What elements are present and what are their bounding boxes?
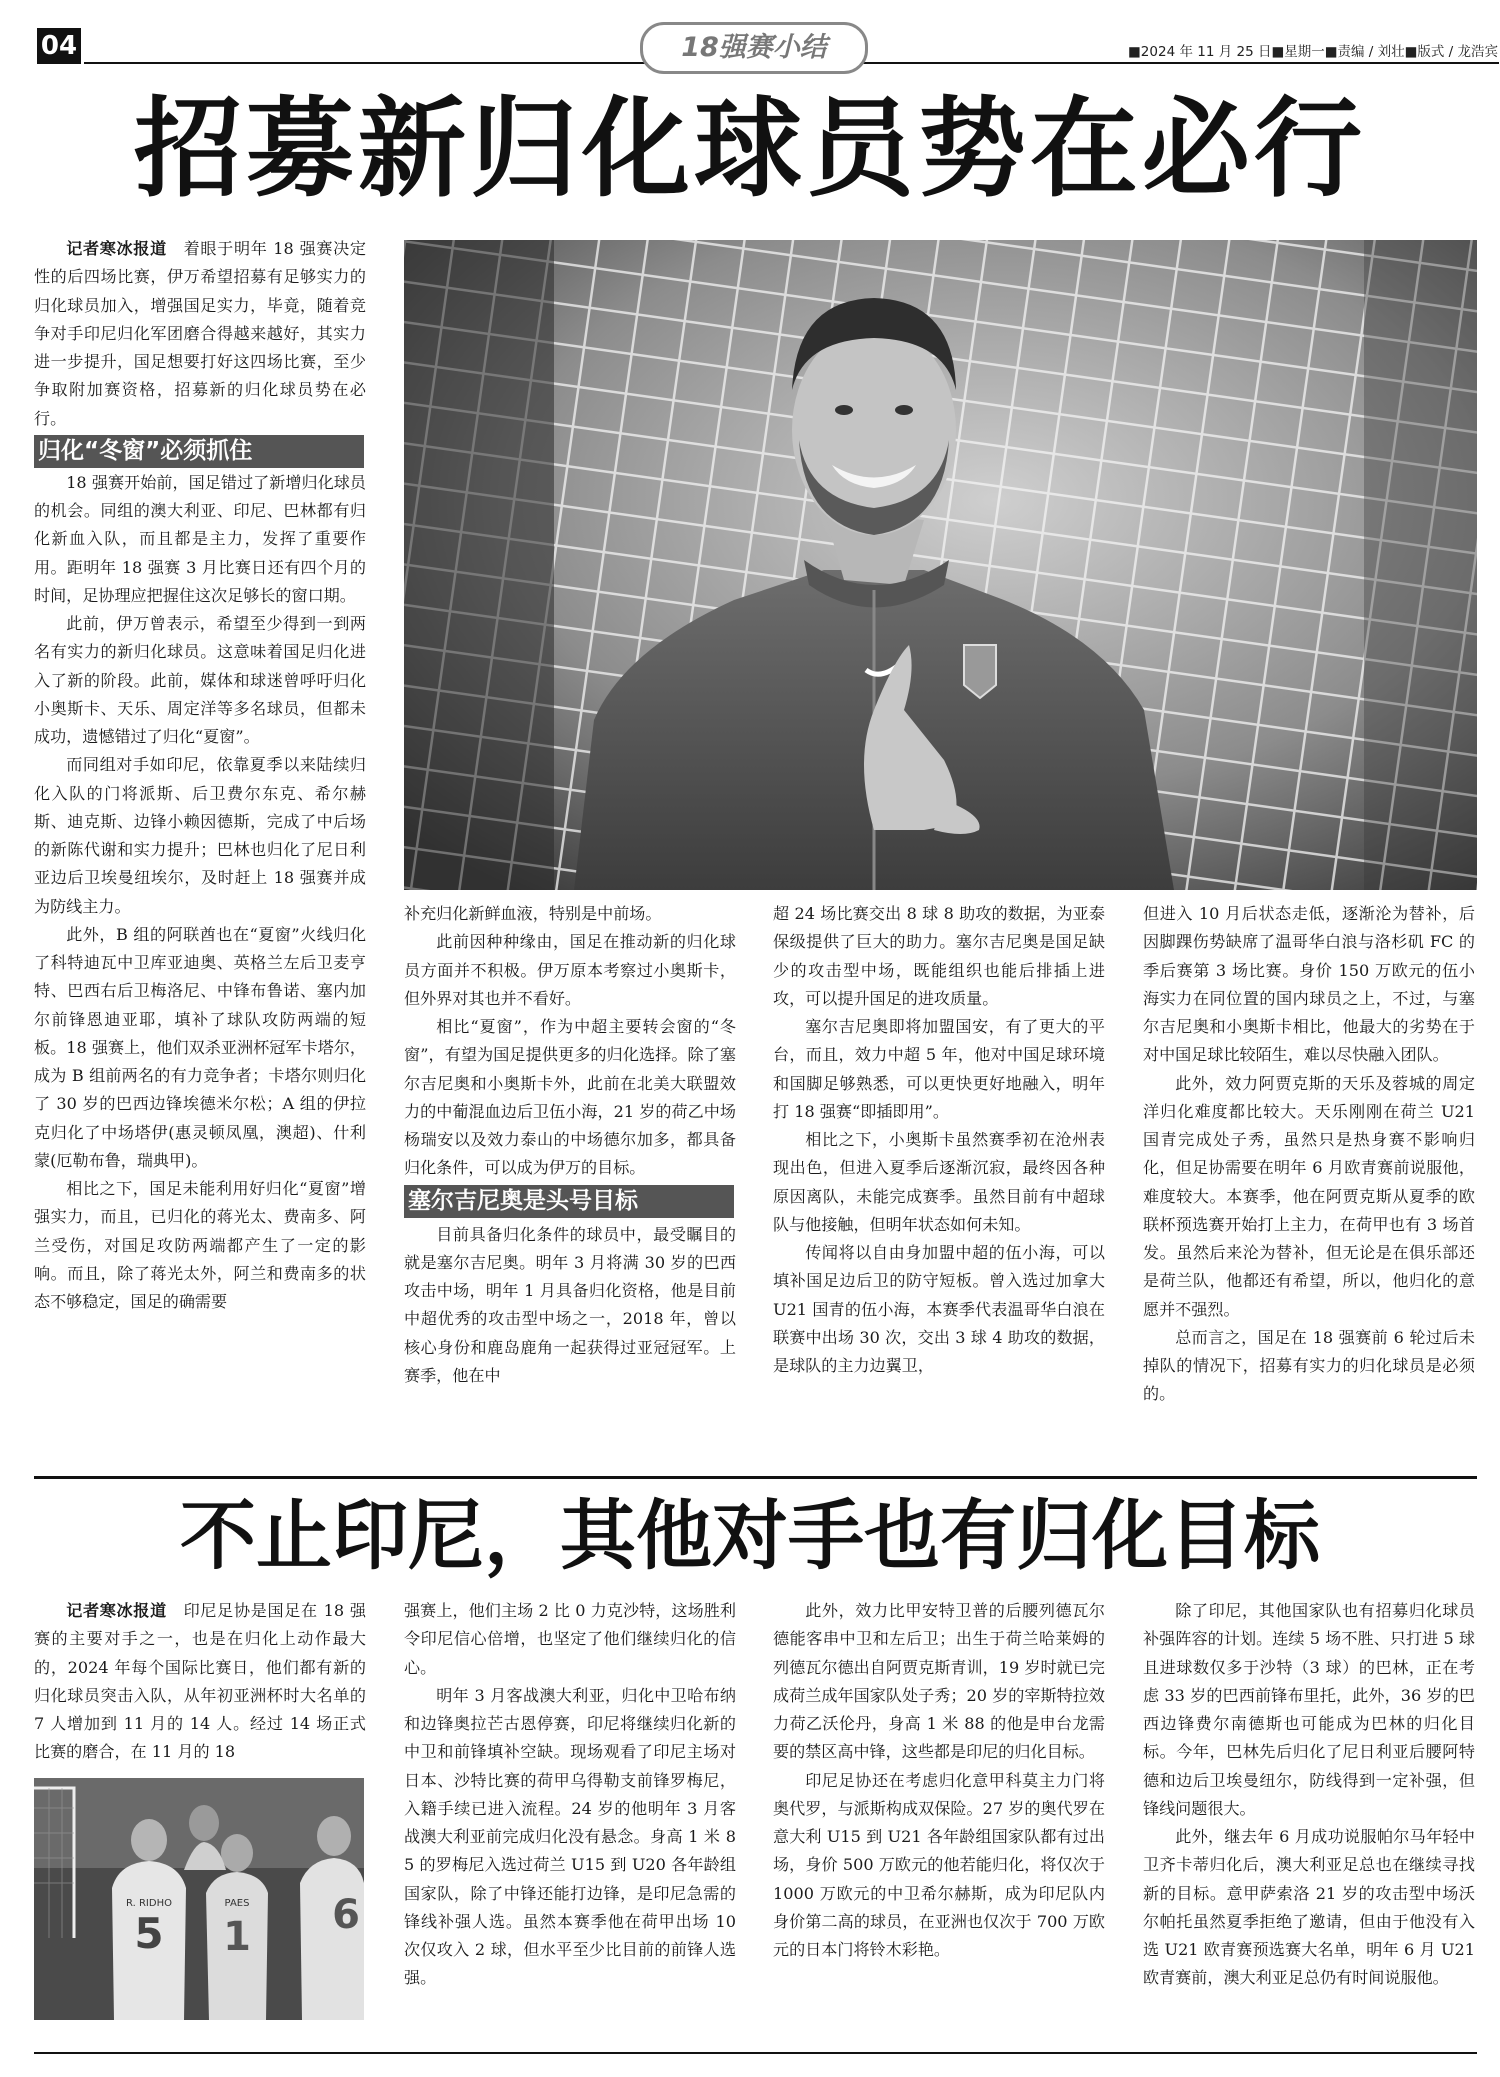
article1-column-1 <box>34 235 366 1316</box>
headline-second: 不止印尼，其他对手也有归化目标 <box>180 1491 1320 1580</box>
players-photo <box>34 1778 364 2020</box>
article1-column-2 <box>404 900 736 1390</box>
paragraph: 印尼足协还在考虑归化意甲科莫主力门将奥代罗，与派斯构成双保险。27 岁的奥代罗在意大利 U15 到 U21 各年龄组国家队都有过出场，身价 500 万欧元的他若能归化，将仅次于 1000 万欧元的中卫希尔赫斯，成为印尼队内身价第二高的球员，在亚洲也仅次于 700 万欧元的日本门将铃木彩艳。 <box>773 1770 1105 1959</box>
article2-column-4 <box>1143 1597 1475 1993</box>
jersey-number-right: 6 <box>332 1892 360 1938</box>
paragraph: 相比“夏窗”，作为中超主要转会窗的“冬窗”，有望为国足提供更多的归化选择。除了塞尔吉尼奥和小奥斯卡外，此前在北美大联盟效力的中葡混血边后卫伍小海，21 岁的荷乙中场杨瑞安以及效力泰山的中场德尔加多，都具备归化条件，可以成为伊万的目标。 <box>404 1017 736 1178</box>
jersey-number-mid: 1 <box>223 1914 251 1960</box>
paragraph: 强赛上，他们主场 2 比 0 力克沙特，这场胜利令印尼信心倍增，也坚定了他们继续归化的信心。 <box>404 1601 736 1677</box>
paragraph: 补充归化新鲜血液，特别是中前场。 <box>404 904 662 923</box>
jersey-name-mid: PAES <box>224 1898 250 1909</box>
article2-column-1 <box>34 1597 366 1767</box>
article-separator <box>34 1476 1477 1479</box>
paragraph: 除了印尼，其他国家队也有招募归化球员补强阵容的计划。连续 5 场不胜、只打进 5 球且进球数仅多于沙特（3 球）的巴林，正在考虑 33 岁的巴西前锋布里托，此外，36 岁的巴西边锋费尔南德斯也可能成为巴林的归化目标。今年，巴林先后归化了尼日利亚后腰阿特德和边后卫埃曼纽尔，防线得到一定补强，但锋线问题很大。 <box>1143 1601 1475 1818</box>
paragraph: 相比之下，小奥斯卡虽然赛季初在沧州表现出色，但进入夏季后逐渐沉寂，最终因各种原因离队，未能完成赛季。虽然目前有中超球队与他接触，但明年状态如何未知。 <box>773 1130 1105 1234</box>
article2-intro: 记者寒冰报道 印尼足协是国足在 18 强赛的主要对手之一，也是在归化上动作最大的，2024 年每个国际比赛日，他们都有新的归化球员突击入队，从年初亚洲杯时大名单的 7 人增加到 11 月的 14 人。经过 14 场正式比赛的磨合，在 11 月的 18 <box>34 1601 366 1762</box>
paragraph: 塞尔吉尼奥即将加盟国安，有了更大的平台，而且，效力中超 5 年，他对中国足球环境和国脚足够熟悉，可以更快更好地融入，明年打 18 强赛“即插即用”。 <box>773 1017 1105 1121</box>
article2-column-3 <box>773 1597 1105 1964</box>
paragraph: 此前，伊万曾表示，希望至少得到一到两名有实力的新归化球员。这意味着国足归化进入了新的阶段。此前，媒体和球迷曾呼吁归化小奥斯卡、天乐、周定洋等多名球员，但都未成功，遗憾错过了归化“夏窗”。 <box>34 614 366 746</box>
subhead-wrap <box>404 1183 736 1221</box>
paragraph: 此外，B 组的阿联酋也在“夏窗”火线归化了科特迪瓦中卫库亚迪奥、英格兰左后卫麦亨特、巴西右后卫梅洛尼、中锋布鲁诺、塞内加尔前锋恩迪亚耶，填补了球队攻防两端的短板。18 强赛上，他们双杀亚洲杯冠军卡塔尔，成为 B 组前两名的有力竞争者；卡塔尔则归化了 30 岁的巴西边锋埃德米尔松；A 组的伊拉克归化了中场塔伊(惠灵顿凤凰，澳超)、什利蒙(厄勒布鲁，瑞典甲)。 <box>34 924 366 1170</box>
paragraph: 此外，效力阿贾克斯的天乐及蓉城的周定洋归化难度都比较大。天乐刚刚在荷兰 U21 国青完成处子秀，虽然只是热身赛不影响归化，但足协需要在明年 6 月欧青赛前说服他，难度较大。本赛季，他在阿贾克斯从夏季的欧联杯预选赛开始打上主力，在荷甲也有 3 场首发。虽然后来沦为替补，但无论是在俱乐部还是荷兰队，他都还有希望，所以，他归化的意愿并不强烈。 <box>1143 1073 1475 1319</box>
page-number: 04 <box>37 28 81 64</box>
paragraph: 相比之下，国足未能利用好归化“夏窗”增强实力，而且，已归化的蒋光太、费南多、阿兰受伤，对国足攻防两端都产生了一定的影响。而且，除了蒋光太外，阿兰和费南多的状态不够稳定，国足的确需要 <box>34 1179 366 1311</box>
paragraph: 此外，效力比甲安特卫普的后腰列德瓦尔德能客串中卫和左后卫；出生于荷兰哈莱姆的列德瓦尔德出自阿贾克斯青训，19 岁时就已完成荷兰成年国家队处子秀；20 岁的宰斯特拉效力荷乙沃伦丹，身高 1 米 88 的他是申台龙需要的禁区高中锋，这些都是印尼的归化目标。 <box>773 1601 1105 1762</box>
paragraph: 但进入 10 月后状态走低，逐渐沦为替补，后因脚踝伤势缺席了温哥华白浪与洛杉矶 FC 的季后赛第 3 场比赛。身价 150 万欧元的伍小海实力在同位置的国内球员之上，不过，与塞尔吉尼奥和小奥斯卡相比，他最大的劣势在于对中国足球比较陌生，难以尽快融入团队。 <box>1143 904 1475 1065</box>
paragraph: 传闻将以自由身加盟中超的伍小海，可以填补国足边后卫的防守短板。曾入选过加拿大 U21 国青的伍小海，本赛季代表温哥华白浪在联赛中出场 30 次，交出 3 球 4 助攻的数据，是球队的主力边翼卫， <box>773 1243 1105 1375</box>
paragraph: 超 24 场比赛交出 8 球 8 助攻的数据，为亚泰保级提供了巨大的助力。塞尔吉尼奥是国足缺少的攻击型中场，既能组织也能后排插上进攻，可以提升国足的进攻质量。 <box>773 904 1105 1008</box>
paragraph: 此外，继去年 6 月成功说服帕尔马年轻中卫齐卡蒂归化后，澳大利亚足总也在继续寻找新的目标。意甲萨索洛 21 岁的攻击型中场沃尔帕托虽然夏季拒绝了邀请，但由于他没有入选 U21 欧青赛预选赛大名单，明年 6 月 U21 欧青赛前，澳大利亚足总仍有时间说服他。 <box>1143 1827 1475 1988</box>
section-tag: 18强赛小结 <box>640 22 868 74</box>
article1-intro: 记者寒冰报道 着眼于明年 18 强赛决定性的后四场比赛，伊万希望招募有足够实力的归化球员加入，增强国足实力，毕竟，随着竞争对手印尼归化军团磨合得越来越好，其实力进一步提升，国足想要打好这四场比赛，至少争取附加赛资格，招募新的归化球员势在必行。 <box>34 239 366 428</box>
main-photo <box>404 240 1477 890</box>
subhead-winter-window: 归化“冬窗”必须抓住 <box>34 435 364 468</box>
headline-main: 招募新归化球员势在必行 <box>133 86 1366 212</box>
paragraph: 而同组对手如印尼，依靠夏季以来陆续归化入队的门将派斯、后卫费尔东克、希尔赫斯、迪克斯、边锋小赖因德斯，完成了中后场的新陈代谢和实力提升；巴林也归化了尼日利亚边后卫埃曼纽埃尔，及时赶上 18 强赛并成为防线主力。 <box>34 755 366 916</box>
paragraph: 明年 3 月客战澳大利亚，归化中卫哈布纳和边锋奥拉芒古恩停赛，印尼将继续归化新的中卫和前锋填补空缺。现场观看了印尼主场对日本、沙特比赛的荷甲乌得勒支前锋罗梅尼，入籍手续已进入流程。24 岁的他明年 3 月客战澳大利亚前完成归化没有悬念。身高 1 米 85 的罗梅尼入选过荷兰 U15 到 U20 各年龄组国家队，除了中锋还能打边锋，是印尼急需的锋线补强人选。虽然本赛季他在荷甲出场 10 次仅攻入 2 球，但水平至少比目前的前锋人选强。 <box>404 1685 736 1988</box>
jersey-number-left: 5 <box>134 1909 164 1958</box>
paragraph: 总而言之，国足在 18 强赛前 6 轮过后未掉队的情况下，招募有实力的归化球员是必须的。 <box>1143 1327 1475 1404</box>
byline: 记者寒冰报道 <box>66 239 167 258</box>
paragraph: 18 强赛开始前，国足错过了新增归化球员的机会。同组的澳大利亚、印尼、巴林都有归化新血入队，而且都是主力，发挥了重要作用。距明年 18 强赛 3 月比赛日还有四个月的时间，足协理应把握住这次足够长的窗口期。 <box>34 472 366 605</box>
bottom-rule <box>34 2052 1477 2054</box>
subhead-wrap <box>34 433 366 469</box>
paragraph: 此前因种种缘由，国足在推动新的归化球员方面并不积极。伊万原本考察过小奥斯卡，但外界对其也并不看好。 <box>404 932 736 1008</box>
article1-column-4 <box>1143 900 1475 1409</box>
jersey-name-left: R. RIDHO <box>126 1898 172 1909</box>
subhead-top-target: 塞尔吉尼奥是头号目标 <box>404 1185 734 1218</box>
byline: 记者寒冰报道 <box>66 1601 167 1620</box>
paragraph: 目前具备归化条件的球员中，最受瞩目的就是塞尔吉尼奥。明年 3 月将满 30 岁的巴西攻击中场，明年 1 月具备归化资格，他是目前中超优秀的攻击型中场之一，2018 年，曾以核心身份和鹿岛鹿角一起获得过亚冠冠军。上赛季，他在中 <box>404 1224 736 1385</box>
article1-column-3 <box>773 900 1105 1380</box>
dateline: ■2024 年 11 月 25 日■星期一■责编 / 刘壮■版式 / 龙浩宾 <box>1128 44 1498 60</box>
article2-column-2 <box>404 1597 736 1993</box>
